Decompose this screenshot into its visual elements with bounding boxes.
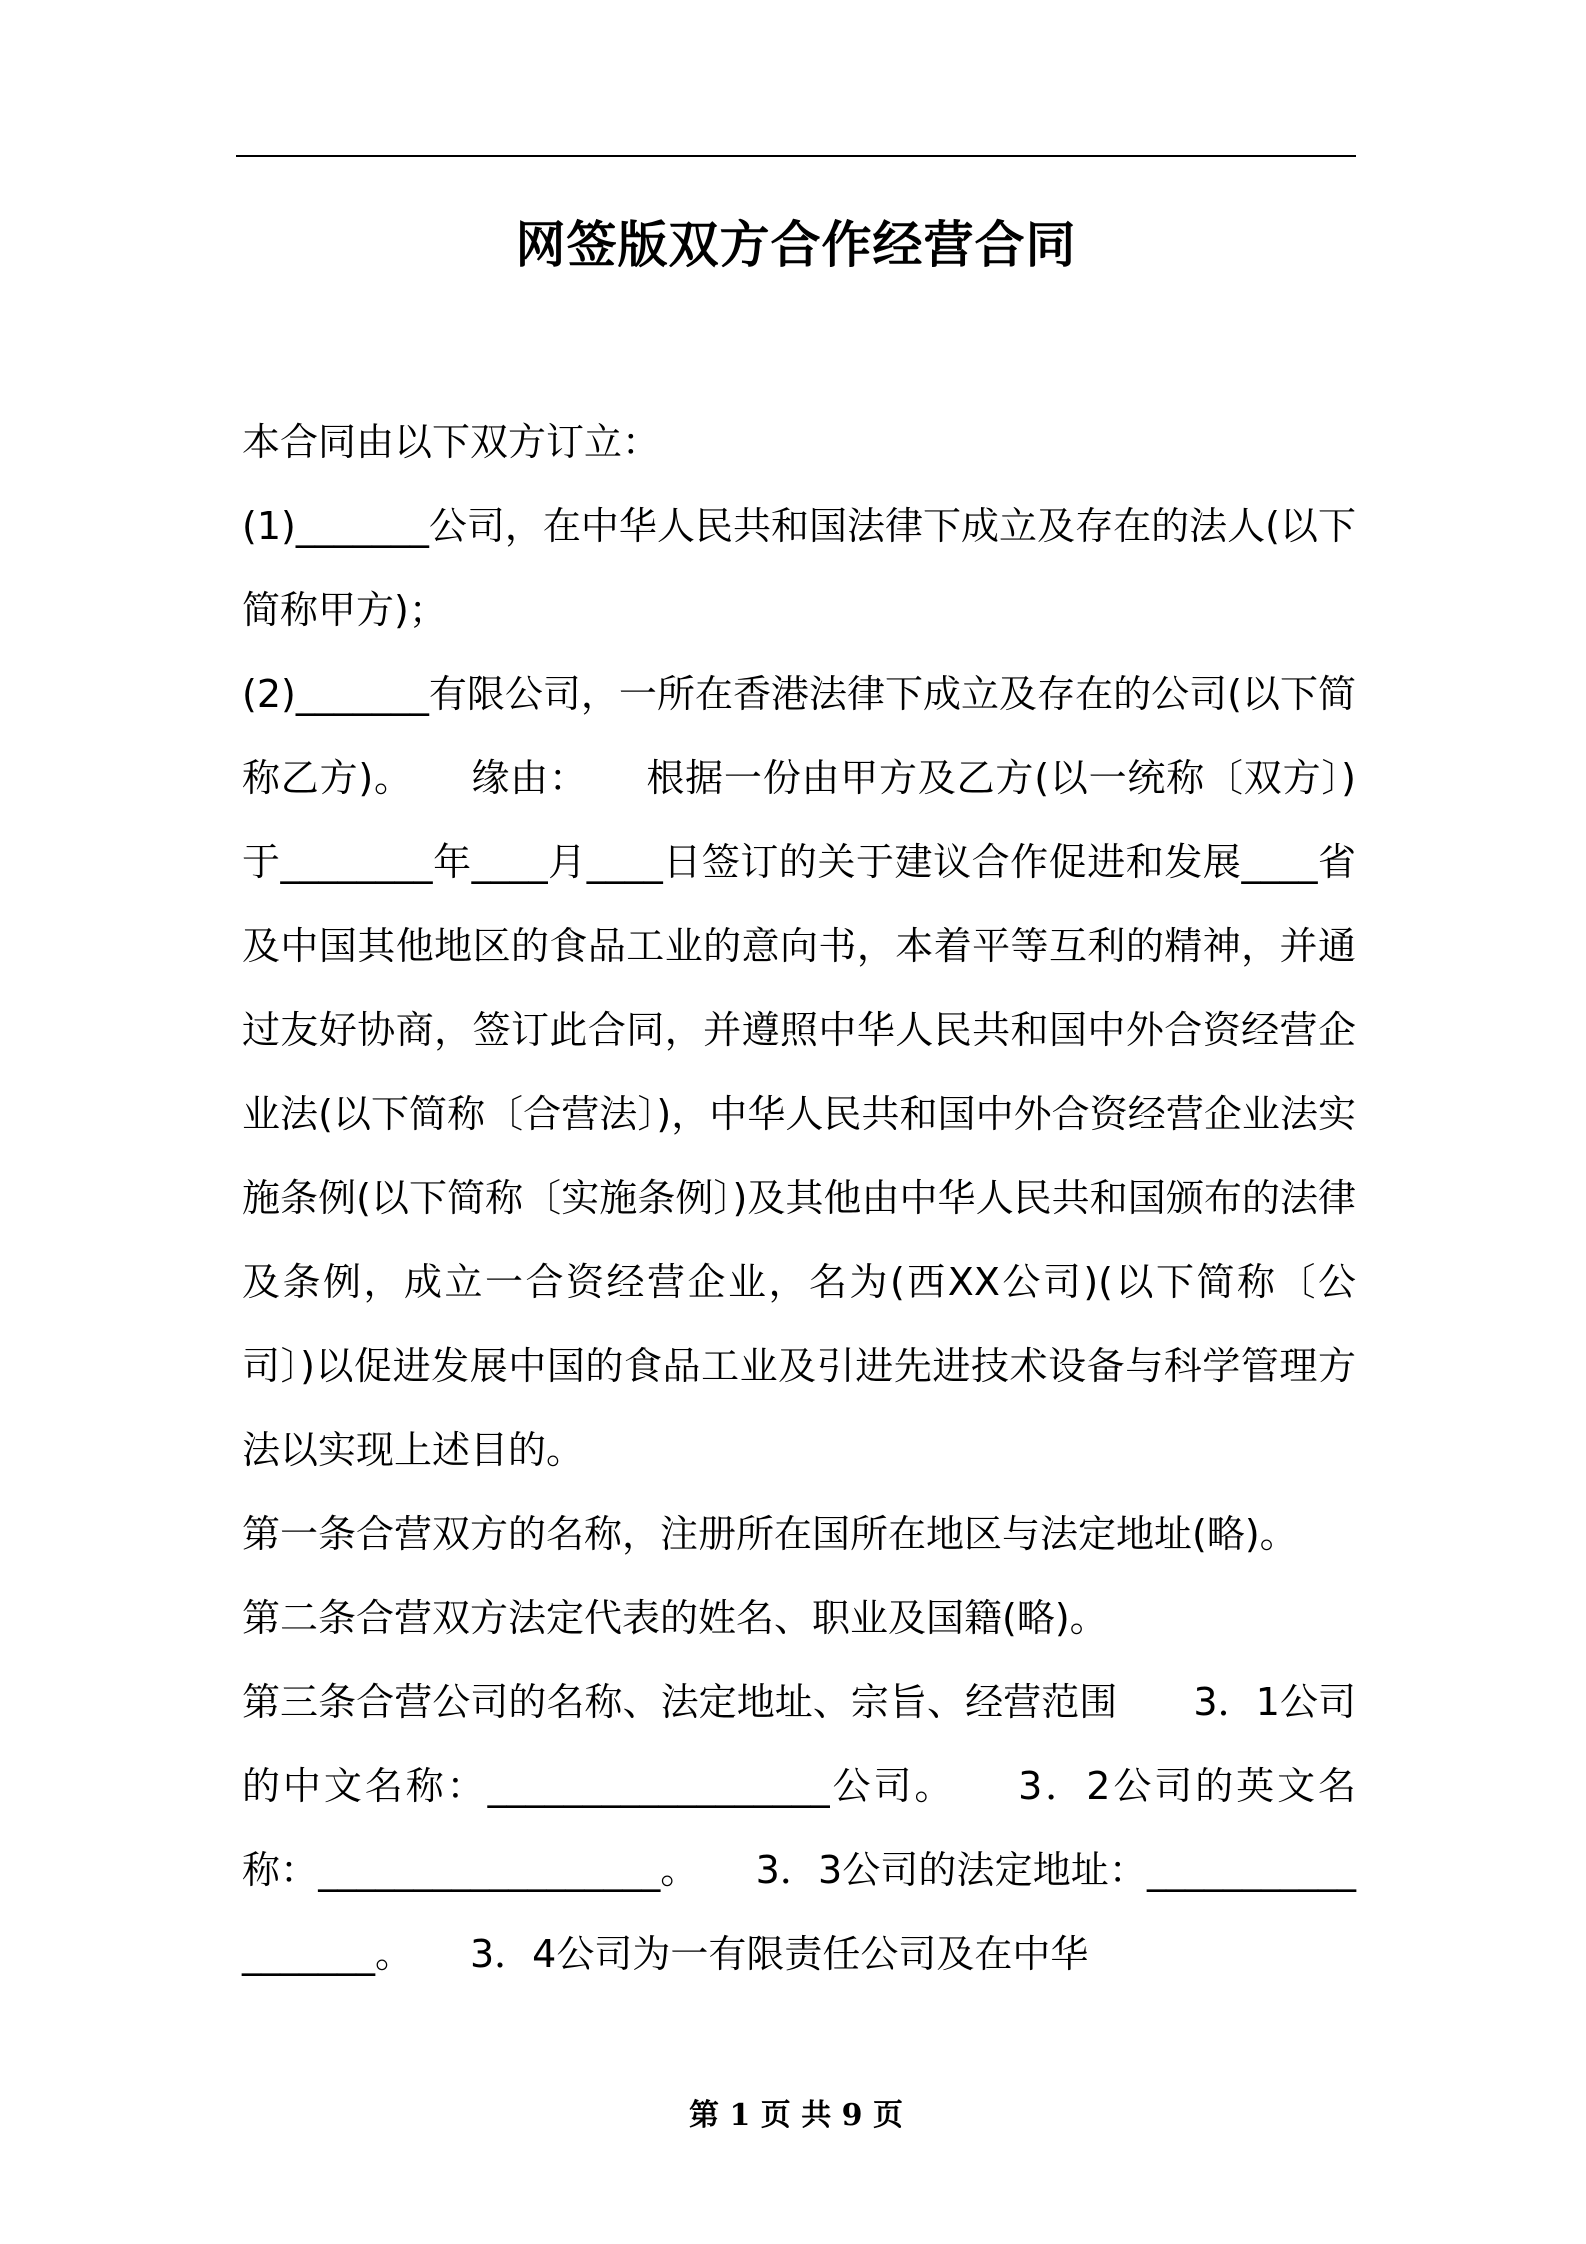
paragraph-article-1: 第一条合营双方的名称，注册所在国所在地区与法定地址(略)。 [242,1512,1298,1556]
paragraph-party-a: (1)_______公司，在中华人民共和国法律下成立及存在的法人(以下简称甲方)； [242,504,1356,632]
paragraph-article-3: 第三条合营公司的名称、法定地址、宗旨、经营范围 3．1公司的中文名称：__________________公司。 3．2公司的英文名称：__________________。 3．3公司的法定地址：__________________。 3．4公司为一有限责任公司及在中华 [242,1680,1356,1976]
paragraph-intro: 本合同由以下双方订立： [242,420,661,464]
header-rule [236,155,1356,157]
page-number: 第 1 页 共 9 页 [689,2098,903,2133]
document-title: 网签版双方合作经营合同 [515,216,1077,274]
paragraph-party-b-and-recital: (2)_______有限公司，一所在香港法律下成立及存在的公司(以下简称乙方)。 缘由： 根据一份由甲方及乙方(以一统称〔双方〕)于________年____月____日签订的关于建议合作促进和发展____省及中国其他地区的食品工业的意向书，本着平等互利的精神，并通过友好协商，签订此合同，并遵照中华人民共和国中外合资经营企业法(以下简称〔合营法〕)，中华人民共和国中外合资经营企业法实施条例(以下简称〔实施条例〕)及其他由中华人民共和国颁布的法律及条例，成立一合资经营企业，名为(西XX公司)(以下简称〔公司〕)以促进发展中国的食品工业及引进先进技术设备与科学管理方法以实现上述目的。 [242,672,1356,1472]
document-body [242,400,1356,1996]
paragraph-article-2: 第二条合营双方法定代表的姓名、职业及国籍(略)。 [242,1596,1108,1640]
